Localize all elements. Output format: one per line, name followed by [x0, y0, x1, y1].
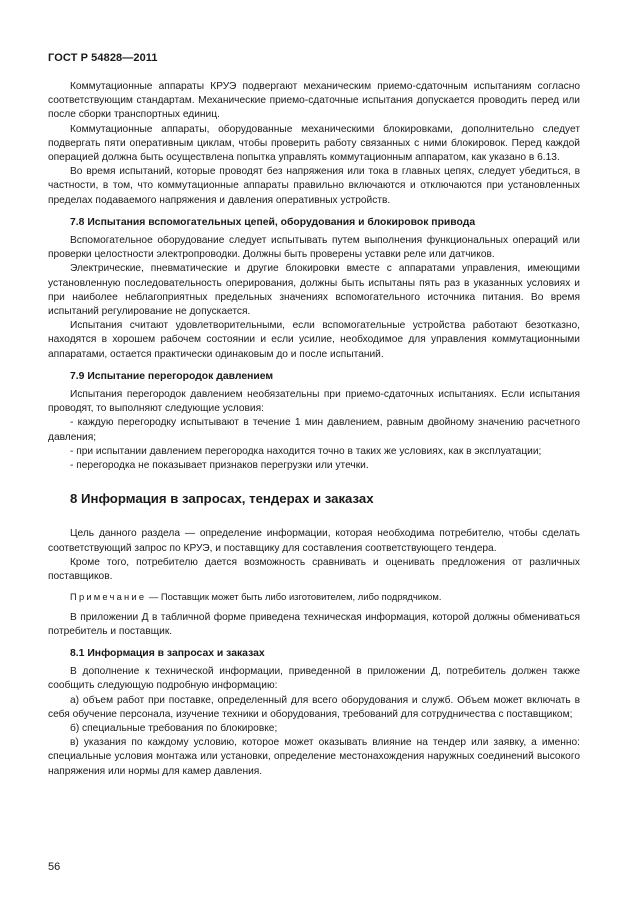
paragraph: Во время испытаний, которые проводят без напряжения или тока в главных цепях, следует убедиться, в частности, в том, что коммутационные аппараты правильно включаются и отключаются при установленных пределах подаваемого напряжения и давления оперативных устройств.	[48, 166, 580, 206]
paragraph: Электрические, пневматические и другие блокировки вместе с аппаратами управления, имеющими установленную последовательность оперирования, должны быть испытаны пять раз в указанных условиях и при наиболее неблагоприятных предельных значениях вспомогательного источника питания. Во время испытаний регулирование не допускается.	[48, 263, 580, 318]
note-text: — Поставщик может быть либо изготовителем, либо подрядчиком.	[146, 591, 442, 603]
paragraph: б) специальные требования по блокировке;	[70, 722, 278, 734]
paragraph: Цель данного раздела — определение информации, которая необходима потребителю, чтобы сделать соответствующий запрос по КРУЭ, и поставщику для составления соответствующего тендера.	[48, 528, 580, 554]
page-number: 56	[48, 861, 61, 873]
note-paragraph	[48, 590, 580, 604]
paragraph: В приложении Д в табличной форме приведена техническая информация, которой должны обмениваться потребитель и поставщик.	[48, 611, 580, 637]
note-label: Примечание	[70, 591, 147, 603]
document-header: ГОСТ Р 54828—2011	[48, 52, 158, 64]
subsection-heading: 8.1 Информация в запросах и заказах	[70, 647, 265, 659]
list-item: - каждую перегородку испытывают в течение 1 мин давлением, равным двойному значению расчетного давления;	[48, 417, 580, 443]
paragraph: а) объем работ при поставке, определенный для всего оборудования и служб. Объем может включать в себя обучение персонала, изучение техники и оборудования, требований для сотрудничества с поставщиком;	[48, 694, 580, 720]
paragraph: Испытания перегородок давлением необязательны при приемо-сдаточных испытаниях. Если испытания проводят, то выполняют следующие условия:	[48, 389, 580, 415]
list-item: - перегородка не показывает признаков перегрузки или утечки.	[70, 460, 369, 472]
paragraph: Коммутационные аппараты КРУЭ подвергают механическим приемо-сдаточным испытаниям согласно соответствующим стандартам. Механические приемо-сдаточные испытания допускается проводить перед или после сборки транспортных единиц.	[48, 81, 580, 121]
paragraph: в) указания по каждому условию, которое может оказывать влияние на тендер или заявку, а именно: специальные условия монтажа или установки, определение местонахождения наружных соединений высокого напряжения или нормы для камер давления.	[48, 737, 580, 777]
paragraph: Испытания считают удовлетворительными, если вспомогательные устройства работают безотказно, находятся в хорошем рабочем состоянии и если усилие, необходимое для управления коммутационными аппаратами, остается практически одинаковым до и после испытаний.	[48, 320, 580, 360]
section-heading: 8 Информация в запросах, тендерах и заказах	[70, 491, 374, 507]
paragraph: В дополнение к технической информации, приведенной в приложении Д, потребитель должен также сообщить следующую подробную информацию:	[48, 666, 580, 692]
list-item: - при испытании давлением перегородка находится точно в таких же условиях, как в эксплуатации;	[70, 445, 542, 457]
paragraph: Вспомогательное оборудование следует испытывать путем выполнения функциональных операций или проверки целостности электропроводки. Должны быть проверены уставки реле или датчиков.	[48, 235, 580, 261]
paragraph: Кроме того, потребителю дается возможность сравнивать и оценивать предложения от различных поставщиков.	[48, 556, 580, 583]
subsection-heading: 7.9 Испытание перегородок давлением	[70, 370, 274, 382]
subsection-heading: 7.8 Испытания вспомогательных цепей, оборудования и блокировок привода	[70, 216, 476, 228]
document-body	[48, 80, 580, 779]
paragraph: Коммутационные аппараты, оборудованные механическими блокировками, дополнительно следует подвергать пяти оперативным циклам, чтобы проверить работу связанных с ними блокировок. Перед каждой операцией должна быть осуществлена попытка управлять коммутационным аппаратом, как указано в 6.13.	[48, 123, 580, 164]
